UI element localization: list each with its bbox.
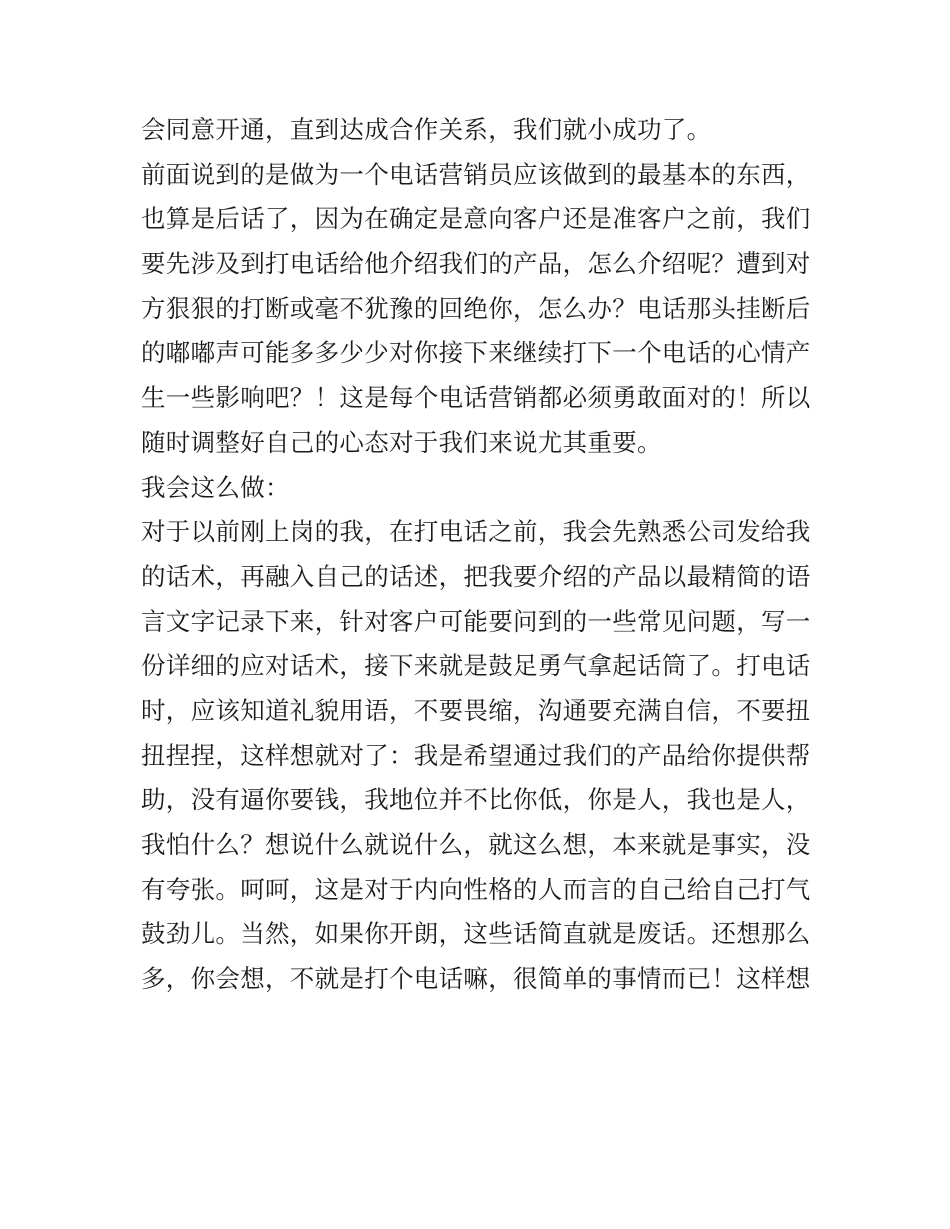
text-line: 我会这么做： bbox=[141, 472, 290, 502]
text-line: 会同意开通，直到达成合作关系，我们就小成功了。 bbox=[141, 115, 712, 144]
text-line: 方狠狠的打断或毫不犹豫的回绝你，怎么办？电话那头挂断后 bbox=[141, 293, 811, 323]
text-line: 有夸张。呵呵，这是对于内向性格的人而言的自己给自己打气 bbox=[141, 874, 811, 904]
text-line: 生一些影响吧？！这是每个电话营销都必须勇敢面对的！所以 bbox=[141, 383, 811, 413]
text-line: 对于以前刚上岗的我，在打电话之前，我会先熟悉公司发给我 bbox=[141, 517, 811, 547]
text-line: 随时调整好自己的心态对于我们来说尤其重要。 bbox=[141, 427, 662, 457]
document-body bbox=[141, 108, 821, 1002]
text-line: 多，你会想，不就是打个电话嘛，很简单的事情而已！这样想 bbox=[141, 964, 811, 994]
text-line: 时，应该知道礼貌用语，不要畏缩，沟通要充满自信，不要扭 bbox=[141, 695, 811, 725]
text-line: 份详细的应对话术，接下来就是鼓足勇气拿起话筒了。打电话 bbox=[141, 651, 811, 681]
text-line: 要先涉及到打电话给他介绍我们的产品，怎么介绍呢？遭到对 bbox=[141, 249, 811, 279]
text-line: 助，没有逼你要钱，我地位并不比你低，你是人，我也是人， bbox=[141, 785, 811, 815]
text-line: 也算是后话了，因为在确定是意向客户还是准客户之前，我们 bbox=[141, 204, 811, 234]
text-line: 前面说到的是做为一个电话营销员应该做到的最基本的东西， bbox=[141, 159, 811, 189]
text-line: 言文字记录下来，针对客户可能要问到的一些常见问题，写一 bbox=[141, 606, 811, 636]
text-line: 我怕什么？想说什么就说什么，就这么想，本来就是事实，没 bbox=[141, 830, 811, 859]
text-line: 的话术，再融入自己的话述，把我要介绍的产品以最精简的语 bbox=[141, 561, 811, 591]
text-line: 扭捏捏，这样想就对了：我是希望通过我们的产品给你提供帮 bbox=[141, 740, 811, 770]
text-line: 的嘟嘟声可能多多少少对你接下来继续打下一个电话的心情产 bbox=[141, 338, 811, 368]
text-line: 鼓劲儿。当然，如果你开朗，这些话简直就是废话。还想那么 bbox=[141, 919, 811, 949]
